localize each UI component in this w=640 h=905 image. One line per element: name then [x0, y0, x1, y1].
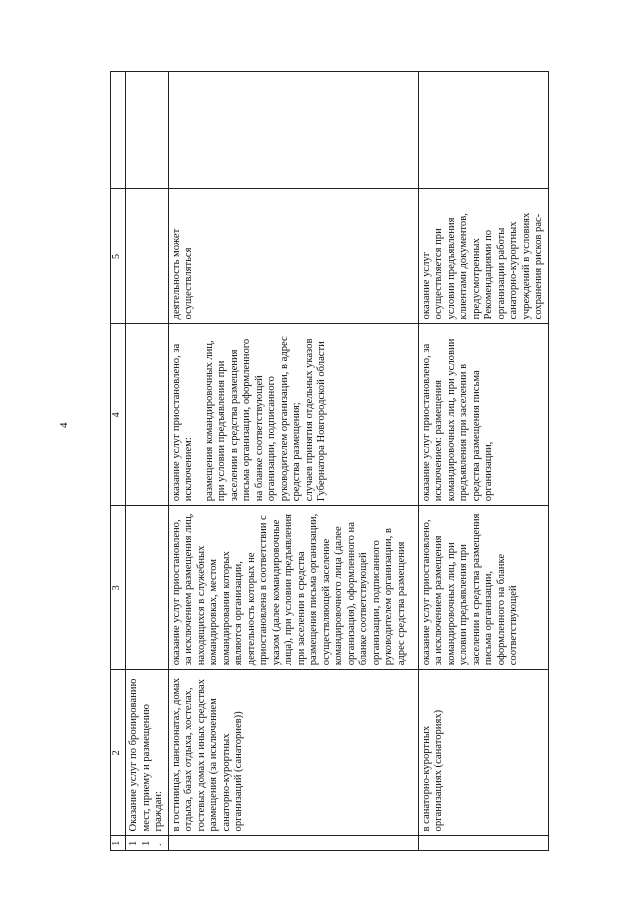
row1-col5: деятельность может осуществляться [168, 189, 418, 324]
header-cell-4: 4 [111, 324, 126, 506]
header-cell-1: 1 [111, 836, 126, 851]
header-row [111, 72, 126, 851]
header-cell-2: 2 [111, 670, 126, 836]
row1-col3: оказание услуг приостановлено, за исключением размещения лиц, находящихся в служебных командировках, местом командирования которых являются организации, деятельность которых не приостановлена в соответствии с указом (далее командировочные лица), при условии предъявления при заселении в средства размещения письма организации, осуществляющей заселение командировочного лица (далее организация), оформленного на бланке соответствующей организации, подписанного руководителем организации, в адрес средства размещения [168, 506, 418, 670]
page-number: 4 [58, 422, 70, 428]
header-cell-empty [111, 72, 126, 189]
section-row [126, 72, 169, 851]
table-row [418, 72, 548, 851]
row1-col4-item1: размещения командировочных лиц, при условии предъявления при заселении в средства размещения письма организации, оформленного на бланке соответствующей организации, подписанного руководителем организации, в адрес средства размещения; [203, 336, 302, 502]
row-number: 11. [126, 836, 169, 851]
row1-category: в гостиницах, пансионатах, домах отдыха, базах отдыха, хостелах, гостевых домах и иных средствах размещения (за исключением санаторно-курортных организаций (санаториев)) [168, 670, 418, 836]
row1-col4-intro: оказание услуг приостановлено, за исключением: [170, 343, 194, 502]
row2-col4: оказание услуг приостановлено, за исключением: размещения командировочных лиц, при условии предъявления при заселении в средства размещения письма организации, [418, 324, 548, 506]
row1-col4-item2: случаев принятия отдельных указов Губернатора Новгородской области [303, 338, 327, 502]
regulation-table [110, 71, 549, 851]
row2-category: в санаторно-курортных организациях (санаториях) [418, 670, 548, 836]
regulation-table-rotated [110, 71, 590, 851]
header-cell-5: 5 [111, 189, 126, 324]
header-cell-3: 3 [111, 506, 126, 670]
table-row [168, 72, 418, 851]
row1-col4 [168, 324, 418, 506]
section-title: Оказание услуг по бронированию мест, приему и размещению граждан: [126, 670, 169, 836]
row2-col3: оказание услуг приостановлено, за исключением размещения командировочных лиц, при условии предъявления при заселении в средства размещения письма организации, оформленного на бланке соответствующей [418, 506, 548, 670]
row2-col5: оказание услуг осуществляется при условии предъявления клиентами документов, предусмотренных Рекомендациями по организации работы санаторно-курортных учреждений в условиях сохранения рисков рас- [418, 189, 548, 324]
